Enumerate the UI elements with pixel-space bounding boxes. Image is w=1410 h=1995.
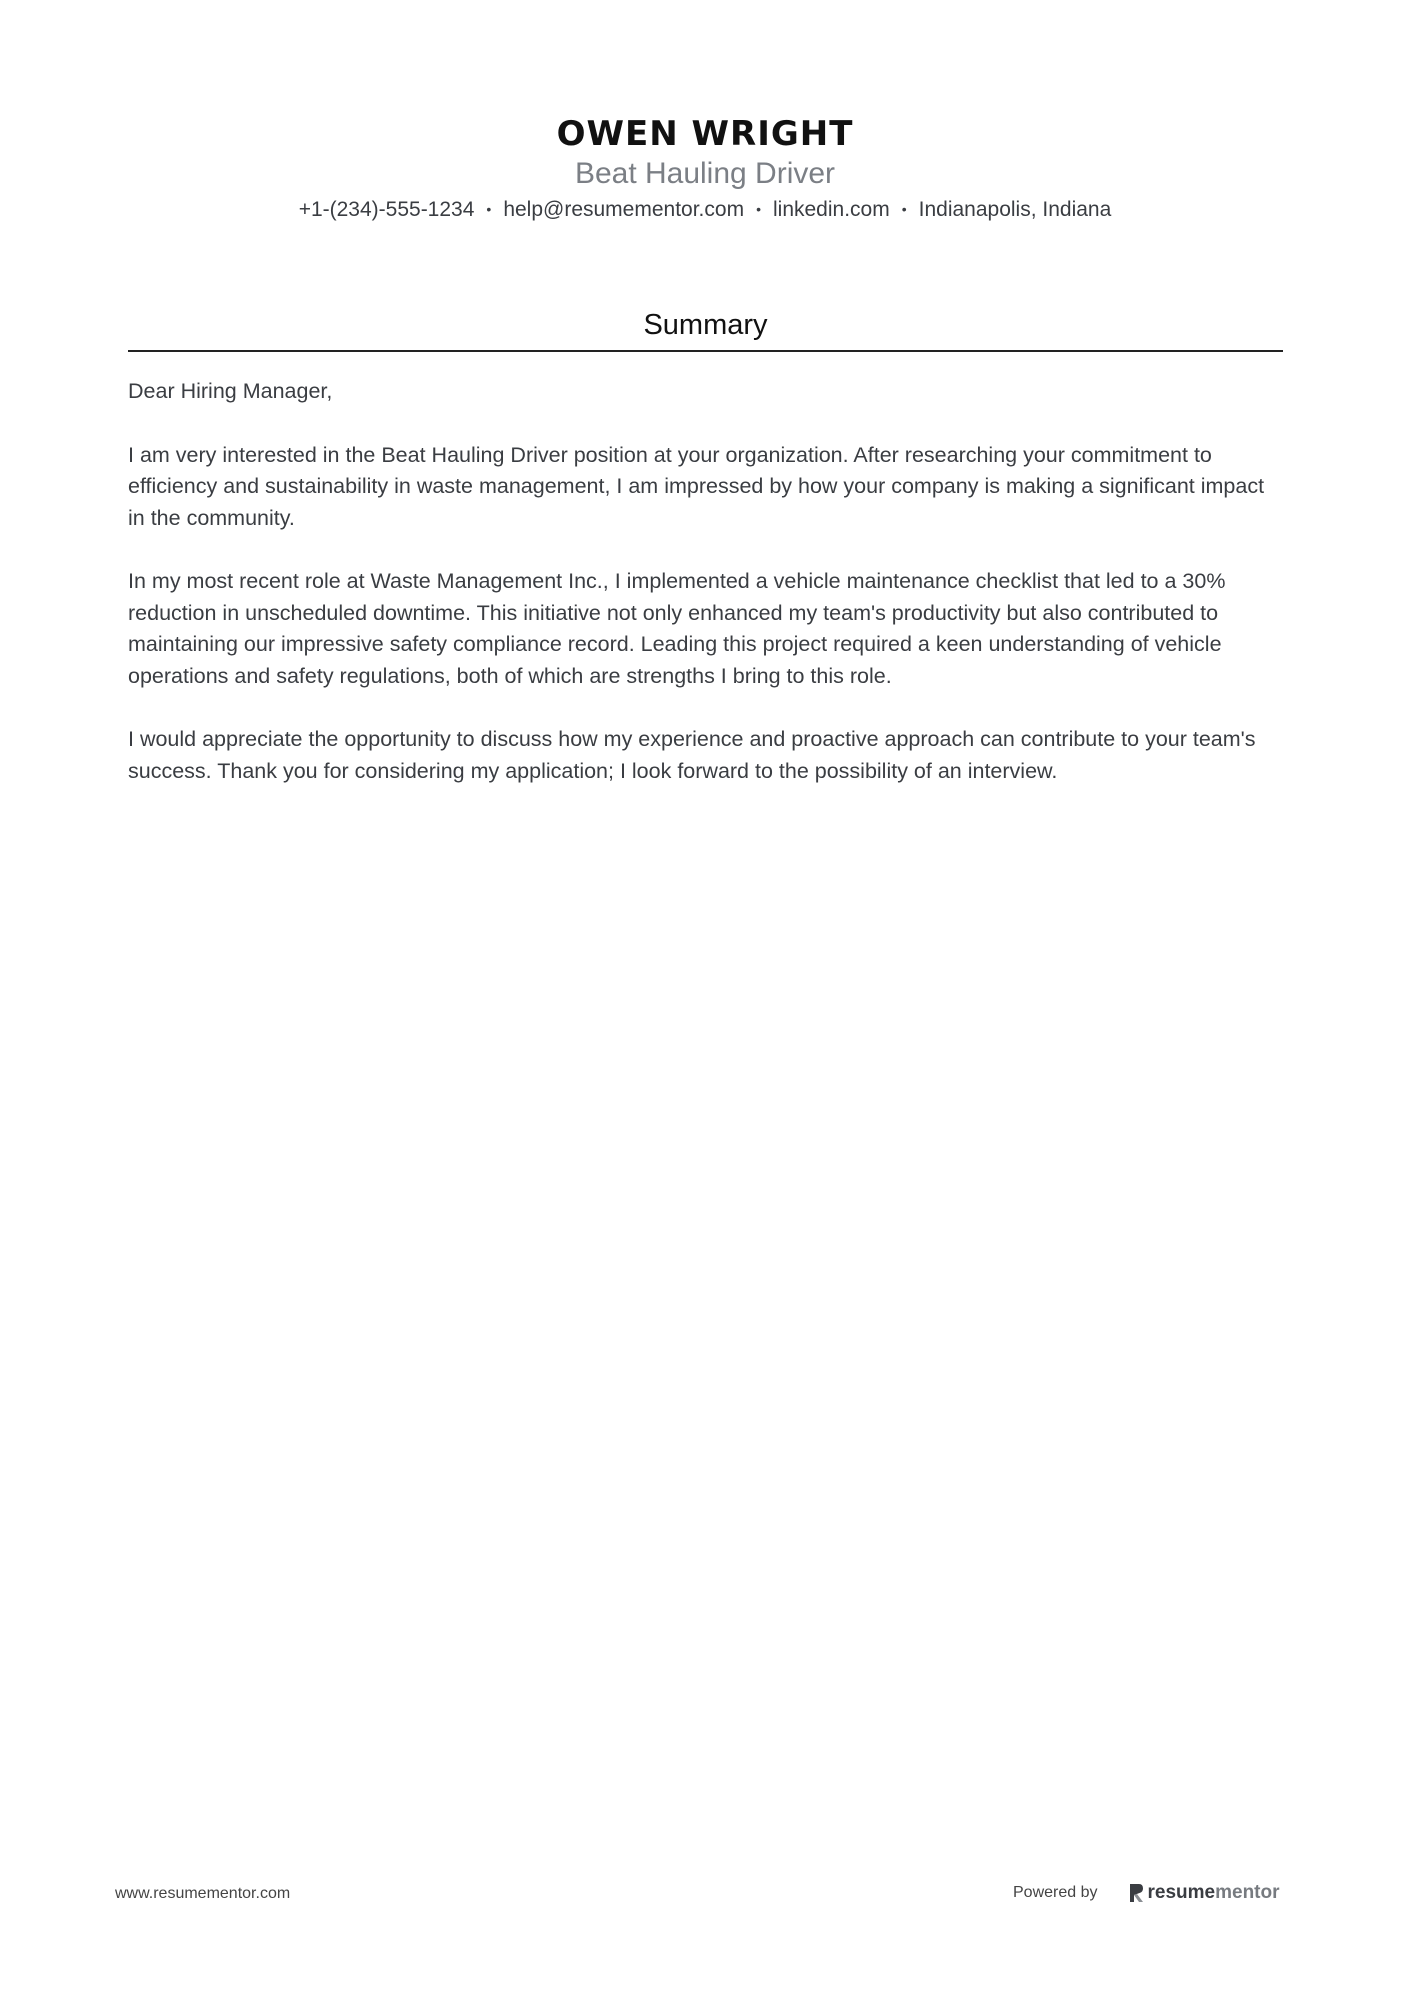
applicant-name: OWEN WRIGHT <box>556 114 854 154</box>
footer-branding <box>1013 1882 1280 1904</box>
letter-header <box>0 112 1410 225</box>
contact-phone: +1-(234)-555-1234 <box>298 198 475 221</box>
paragraph-experience: In my most recent role at Waste Management Inc., I implemented a vehicle maintenance checklist that led to a 30% reduction in unscheduled downtime. This initiative not only enhanced my team's productivity but also contributed to maintaining our impressive safety compliance record. Leading this project required a keen understanding of vehicle operations and safety regulations, both of which are strengths I bring to this role. <box>128 569 1226 688</box>
contact-separator: • <box>756 201 761 217</box>
footer-website: www.resumementor.com <box>115 1885 291 1902</box>
brand-name-mentor: mentor <box>1215 1882 1280 1903</box>
contact-location: Indianapolis, Indiana <box>918 198 1112 221</box>
brand-logo <box>1128 1882 1280 1904</box>
contact-email: help@resumementor.com <box>503 198 745 221</box>
letter-body <box>128 376 1283 787</box>
brand-name-resume: resume <box>1147 1882 1216 1903</box>
contact-line <box>0 194 1410 225</box>
contact-separator: • <box>486 201 492 217</box>
salutation: Dear Hiring Manager, <box>128 379 333 403</box>
job-title: Beat Hauling Driver <box>574 157 836 190</box>
paragraph-closing: I would appreciate the opportunity to discuss how my experience and proactive approach can contribute to your team's success. Thank you for considering my application; I look forward to the possibility of an interview. <box>128 727 1256 783</box>
paragraph-intro: I am very interested in the Beat Hauling Driver position at your organization. After researching your commitment to efficiency and sustainability in waste management, I am impressed by how your company is making a significant impact in the community. <box>128 442 1265 530</box>
powered-by-label: Powered by <box>1013 1884 1098 1901</box>
summary-section <box>128 300 1283 819</box>
resumementor-logo-icon <box>1128 1883 1144 1903</box>
contact-separator: • <box>901 201 907 217</box>
contact-linkedin: linkedin.com <box>772 198 890 221</box>
section-title: Summary <box>128 300 1283 352</box>
